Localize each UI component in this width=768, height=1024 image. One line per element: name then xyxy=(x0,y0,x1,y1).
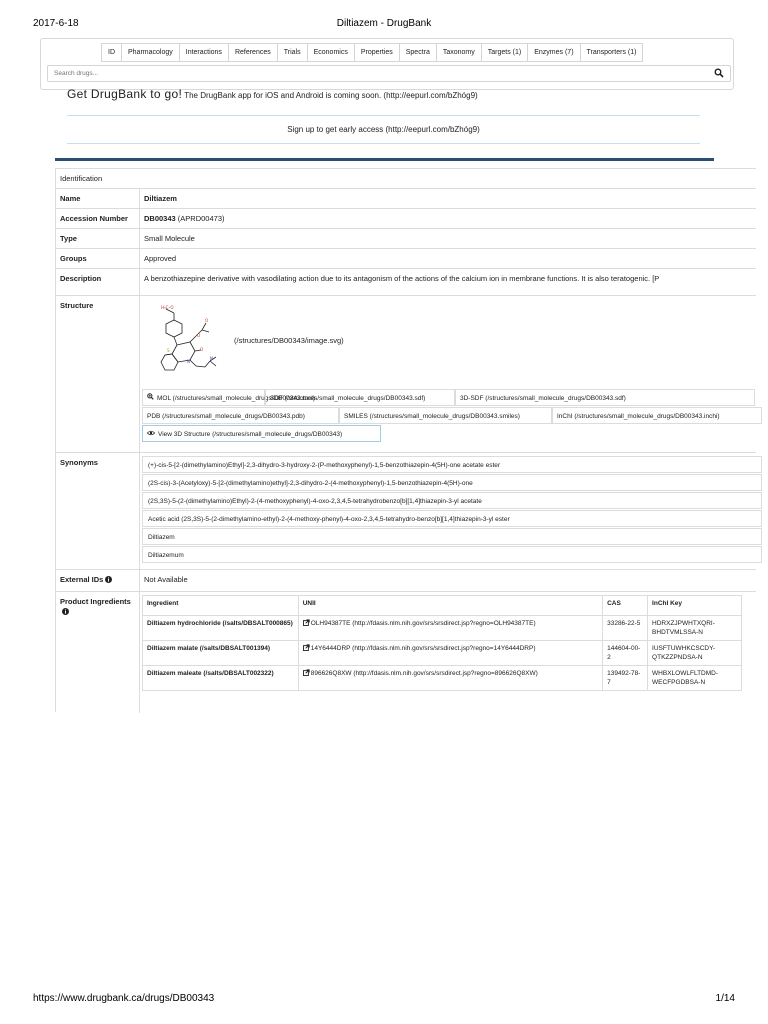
product-ingredients-label-cell xyxy=(56,592,140,713)
groups-label: Groups xyxy=(56,249,140,269)
row-name xyxy=(56,188,756,209)
download-inchi[interactable]: InChI (/structures/small_molecule_drugs/DB00343.inchi) xyxy=(552,407,762,424)
groups-value: Approved xyxy=(144,254,177,263)
ingredient-name-link[interactable]: Diltiazem maleate (/salts/DBSALT002322) xyxy=(143,666,299,691)
tab-enzymes[interactable]: Enzymes (7) xyxy=(528,43,580,62)
download-3d-sdf[interactable]: 3D-SDF (/structures/small_molecule_drugs/DB00343.sdf) xyxy=(455,389,755,406)
cas-value: 33286-22-5 xyxy=(603,616,648,641)
external-ids-label-cell xyxy=(56,570,140,592)
section-divider xyxy=(55,158,714,161)
row-structure xyxy=(56,295,756,453)
table-row xyxy=(143,616,742,641)
synonyms-label: Synonyms xyxy=(56,453,140,570)
ingredient-name-link[interactable]: Diltiazem hydrochloride (/salts/DBSALT000865) xyxy=(143,616,299,641)
external-ids-value: Not Available xyxy=(144,575,188,584)
row-description xyxy=(56,268,756,296)
download-mol-label: MOL (/structures/small_molecule_drugs/DB00343.mol) xyxy=(157,395,315,402)
signup-banner xyxy=(67,115,700,144)
ingredient-name-link[interactable]: Diltiazem malate (/salts/DBSALT001394) xyxy=(143,641,299,666)
external-link-icon xyxy=(303,669,310,676)
print-page-number: 1/14 xyxy=(715,993,735,1004)
row-groups xyxy=(56,248,756,269)
tab-references[interactable]: References xyxy=(229,43,278,62)
download-pdb[interactable]: PDB (/structures/small_molecule_drugs/DB00343.pdb) xyxy=(142,407,339,424)
print-footer xyxy=(33,993,735,1007)
unii-link[interactable]: OLH94387TE (http://fdasis.nlm.nih.gov/srs/srsdirect.jsp?regno=OLH94387TE) xyxy=(310,620,536,627)
external-link-icon xyxy=(303,619,310,626)
cas-value: 139492-78-7 xyxy=(603,666,648,691)
identification-table xyxy=(55,168,736,712)
promo-text[interactable]: The DrugBank app for iOS and Android is coming soon. (http://eepurl.com/bZhóg9) xyxy=(184,91,478,100)
section-nav xyxy=(40,38,734,90)
row-product-ingredients xyxy=(56,591,756,713)
row-synonyms xyxy=(56,452,756,570)
cas-value: 144604-00-2 xyxy=(603,641,648,666)
accession-number: DB00343 xyxy=(144,214,176,223)
print-header xyxy=(33,18,735,32)
section-tabs xyxy=(101,43,643,62)
inchi-key-value: WHBXLOWLFLTDMD-WECFPGDBSA-N xyxy=(648,666,742,691)
unii-link[interactable]: 14Y6444DRP (http://fdasis.nlm.nih.gov/srs/srsdirect.jsp?regno=14Y6444DRP) xyxy=(310,645,536,652)
view-3d-structure-button[interactable] xyxy=(142,425,381,442)
synonym-item: Acetic acid (2S,3S)-5-(2-dimethylamino-ethyl)-2-(4-methoxy-phenyl)-4-oxo-2,3,4,5-tetrahydro-benzo[b][1,4]thiazepin-3-yl ester xyxy=(142,510,762,527)
svg-text:O: O xyxy=(205,318,209,323)
ingredients-table xyxy=(142,595,742,691)
drug-name: Diltiazem xyxy=(144,194,177,203)
unii-cell xyxy=(298,616,602,641)
col-ingredient: Ingredient xyxy=(143,596,299,616)
tab-spectra[interactable]: Spectra xyxy=(400,43,437,62)
app-promo xyxy=(67,87,478,101)
signup-link[interactable]: Sign up to get early access (http://eepurl.com/bZhóg9) xyxy=(287,125,480,134)
eye-icon xyxy=(147,430,155,436)
tab-taxonomy[interactable]: Taxonomy xyxy=(437,43,482,62)
zoom-in-icon xyxy=(147,393,154,400)
svg-text:N: N xyxy=(187,359,190,364)
name-label: Name xyxy=(56,189,140,209)
row-accession xyxy=(56,208,756,229)
view-3d-label: View 3D Structure (/structures/small_molecule_drugs/DB00343) xyxy=(158,431,343,438)
tab-economics[interactable]: Economics xyxy=(308,43,355,62)
svg-text:H₃C–O: H₃C–O xyxy=(161,305,174,310)
row-identification-header xyxy=(56,168,756,189)
unii-link[interactable]: 896626Q8XW (http://fdasis.nlm.nih.gov/srs/srsdirect.jsp?regno=896626Q8XW) xyxy=(310,670,538,677)
tab-pharmacology[interactable]: Pharmacology xyxy=(122,43,180,62)
synonym-item: Diltiazem xyxy=(142,528,762,545)
tab-properties[interactable]: Properties xyxy=(355,43,400,62)
tab-trials[interactable]: Trials xyxy=(278,43,308,62)
synonym-item: Diltiazemum xyxy=(142,546,762,563)
promo-headline: Get DrugBank to go! xyxy=(67,87,183,101)
download-mol[interactable] xyxy=(142,389,315,406)
download-smiles[interactable]: SMILES (/structures/small_molecule_drugs/DB00343.smiles) xyxy=(339,407,552,424)
info-icon[interactable] xyxy=(105,576,112,583)
print-title: Diltiazem - DrugBank xyxy=(336,18,432,29)
section-heading: Identification xyxy=(60,174,103,183)
tab-interactions[interactable]: Interactions xyxy=(180,43,229,62)
download-sdf[interactable]: SDF (/structures/small_molecule_drugs/DB00343.sdf) xyxy=(265,389,455,406)
row-external-ids xyxy=(56,569,756,592)
description-value: A benzothiazepine derivative with vasodilating action due to its antagonism of the actions of the calcium ion in membrane functions. It is also teratogenic. [P xyxy=(144,274,660,283)
unii-cell xyxy=(298,666,602,691)
search-bar xyxy=(47,65,731,82)
accession-label: Accession Number xyxy=(56,209,140,229)
synonym-item: (+)-cis-5-[2-(dimethylamino)Ethyl]-2,3-dihydro-3-hydroxy-2-(P-methoxyphenyl)-1,5-benzothiazepin-4(5H)-one acetate ester xyxy=(142,456,762,473)
table-header-row xyxy=(143,596,742,616)
table-row xyxy=(143,666,742,691)
inchi-key-value: IUSFTUWHKCSCDY-QTKZZPNDSA-N xyxy=(648,641,742,666)
col-cas: CAS xyxy=(603,596,648,616)
search-icon[interactable] xyxy=(714,68,724,78)
structure-label: Structure xyxy=(56,296,140,453)
description-label: Description xyxy=(56,269,140,296)
structure-image-link[interactable]: (/structures/DB00343/image.svg) xyxy=(234,336,344,345)
table-row xyxy=(143,641,742,666)
synonym-item: (2S,3S)-5-(2-(dimethylamino)Ethyl)-2-(4-methoxyphenyl)-4-oxo-2,3,4,5-tetrahydrobenzo[b][1,4]thiazepin-3-yl acetate xyxy=(142,492,762,509)
info-icon[interactable] xyxy=(62,608,69,615)
external-link-icon xyxy=(303,644,310,651)
svg-text:O: O xyxy=(197,333,201,338)
product-ingredients-label: Product Ingredients xyxy=(60,597,131,606)
col-unii: UNII xyxy=(298,596,602,616)
tab-transporters[interactable]: Transporters (1) xyxy=(581,43,644,62)
svg-text:N: N xyxy=(210,356,213,361)
external-ids-label: External IDs xyxy=(60,575,104,584)
inchi-key-value: HDRXZJPWHTXQRI-BHDTVMLSSA-N xyxy=(648,616,742,641)
type-label: Type xyxy=(56,229,140,249)
tab-id[interactable]: ID xyxy=(101,43,122,62)
accession-alt: (APRD00473) xyxy=(177,214,225,223)
search-input[interactable] xyxy=(48,66,708,81)
print-url: https://www.drugbank.ca/drugs/DB00343 xyxy=(33,993,215,1004)
print-date: 2017-6-18 xyxy=(33,18,79,29)
synonym-item: (2S-cis)-3-(Acetyloxy)-5-[2-(dimethylamino)ethyl]-2,3-dihydro-2-(4-methoxyphenyl)-1,5-benzothiazepin-4(5H)-one xyxy=(142,474,762,491)
svg-text:O: O xyxy=(200,347,204,352)
unii-cell xyxy=(298,641,602,666)
tab-targets[interactable]: Targets (1) xyxy=(482,43,528,62)
col-inchi-key: InChI Key xyxy=(648,596,742,616)
svg-text:S: S xyxy=(167,348,170,353)
row-type xyxy=(56,228,756,249)
molecule-structure-image xyxy=(144,300,234,384)
type-value: Small Molecule xyxy=(144,234,195,243)
